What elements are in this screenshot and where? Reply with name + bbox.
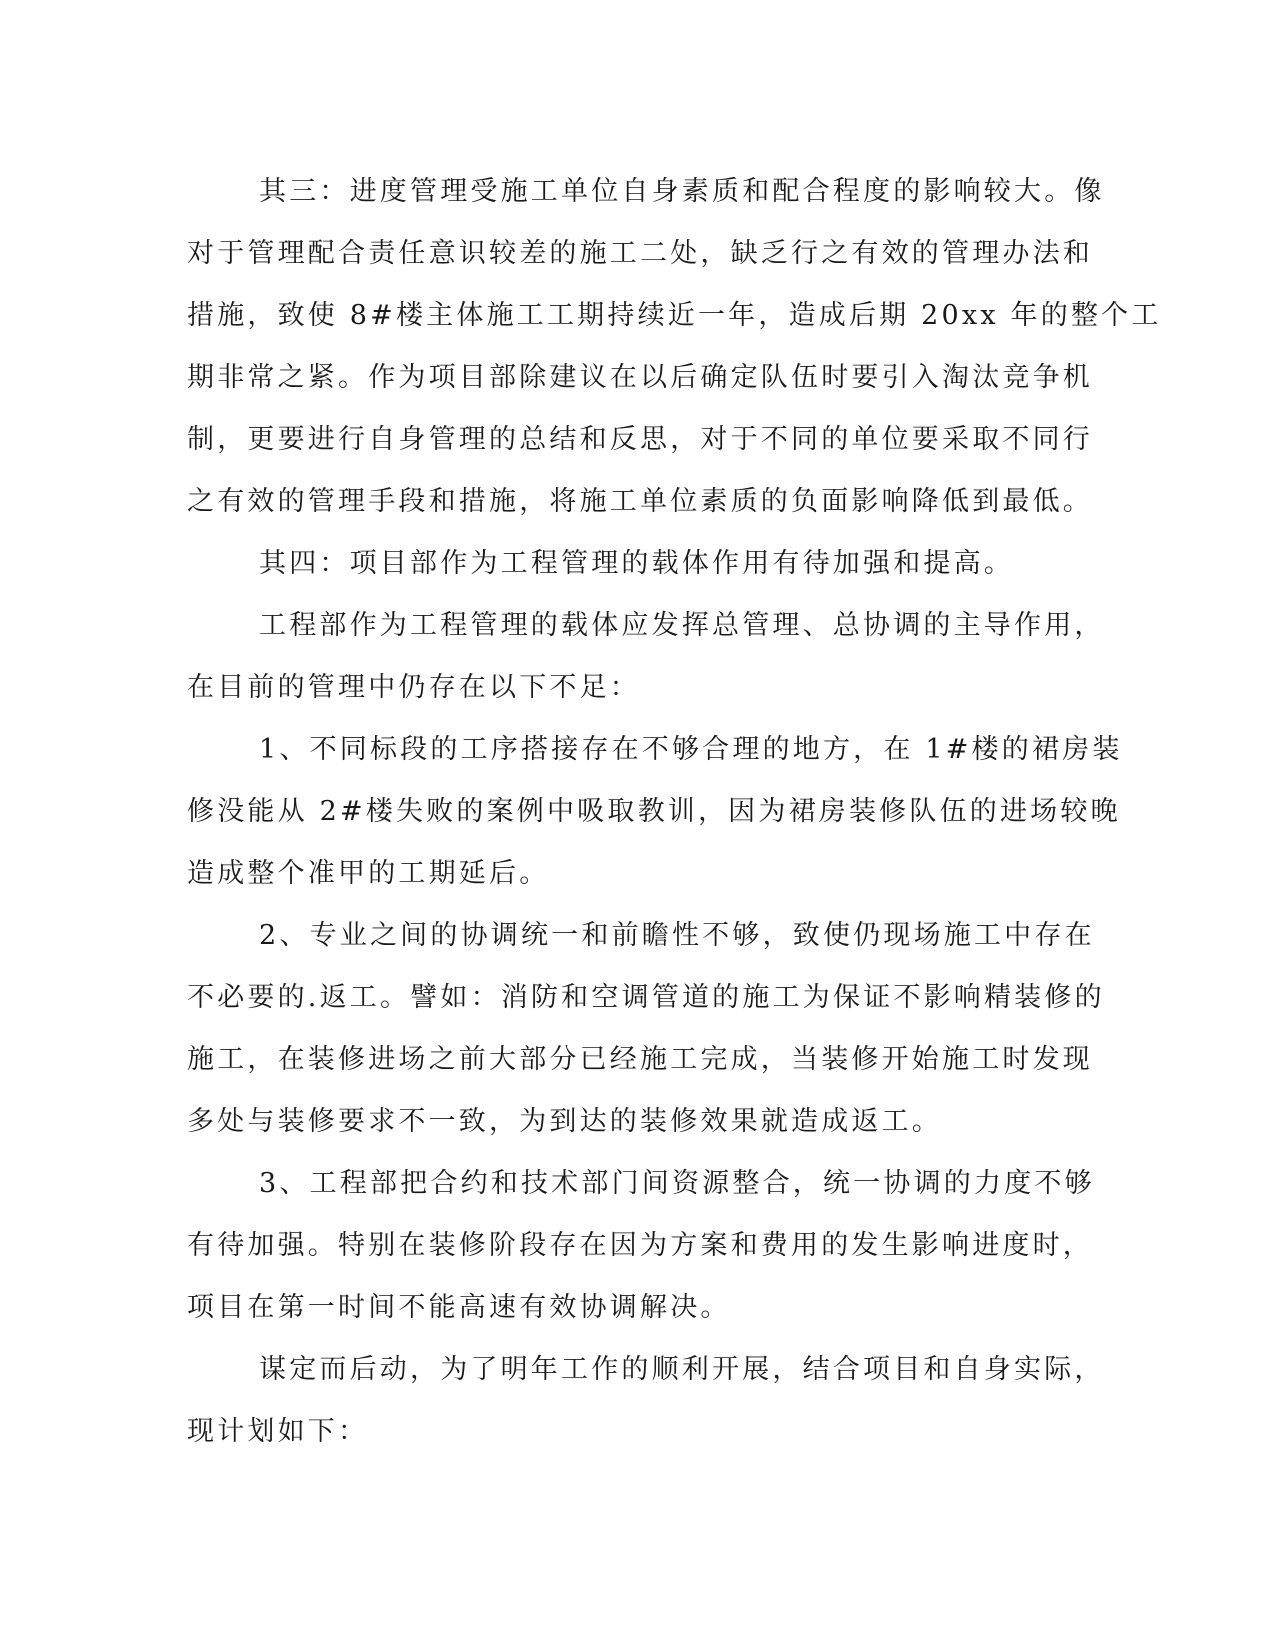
text-line: 施工，在装修进场之前大部分已经施工完成，当装修开始施工时发现	[187, 1044, 1093, 1075]
text-line: 对于管理配合责任意识较差的施工二处，缺乏行之有效的管理办法和	[187, 238, 1093, 269]
text-line: 谋定而后动，为了明年工作的顺利开展，结合项目和自身实际，	[259, 1354, 1105, 1385]
text-line: 造成整个准甲的工期延后。	[187, 858, 550, 889]
text-line: 制，更要进行自身管理的总结和反思，对于不同的单位要采取不同行	[187, 424, 1093, 455]
text-line: 3、工程部把合约和技术部门间资源整合，统一协调的力度不够	[259, 1168, 1095, 1199]
text-line: 之有效的管理手段和措施，将施工单位素质的负面影响降低到最低。	[187, 486, 1093, 517]
text-line: 多处与装修要求不一致，为到达的装修效果就造成返工。	[187, 1106, 942, 1137]
text-line: 措施，致使 8#楼主体施工工期持续近一年，造成后期 20xx 年的整个工	[187, 300, 1162, 331]
text-line: 其四：项目部作为工程管理的载体作用有待加强和提高。	[259, 548, 1014, 579]
text-line: 有待加强。特别在装修阶段存在因为方案和费用的发生影响进度时，	[187, 1230, 1093, 1261]
text-line: 1、不同标段的工序搭接存在不够合理的地方，在 1#楼的裙房装	[259, 734, 1123, 765]
text-line: 工程部作为工程管理的载体应发挥总管理、总协调的主导作用，	[259, 610, 1105, 641]
text-line: 现计划如下：	[187, 1416, 369, 1447]
text-line: 2、专业之间的协调统一和前瞻性不够，致使仍现场施工中存在	[259, 920, 1095, 951]
text-line: 不必要的.返工。譬如：消防和空调管道的施工为保证不影响精装修的	[187, 982, 1105, 1013]
text-line: 在目前的管理中仍存在以下不足：	[187, 672, 640, 703]
text-line: 期非常之紧。作为项目部除建议在以后确定队伍时要引入淘汰竞争机	[187, 362, 1093, 393]
text-line: 其三：进度管理受施工单位自身素质和配合程度的影响较大。像	[259, 176, 1105, 207]
document-body	[187, 161, 1162, 1463]
text-line: 项目在第一时间不能高速有效协调解决。	[187, 1292, 731, 1323]
text-line: 修没能从 2#楼失败的案例中吸取教训，因为裙房装修队伍的进场较晚	[187, 796, 1121, 827]
